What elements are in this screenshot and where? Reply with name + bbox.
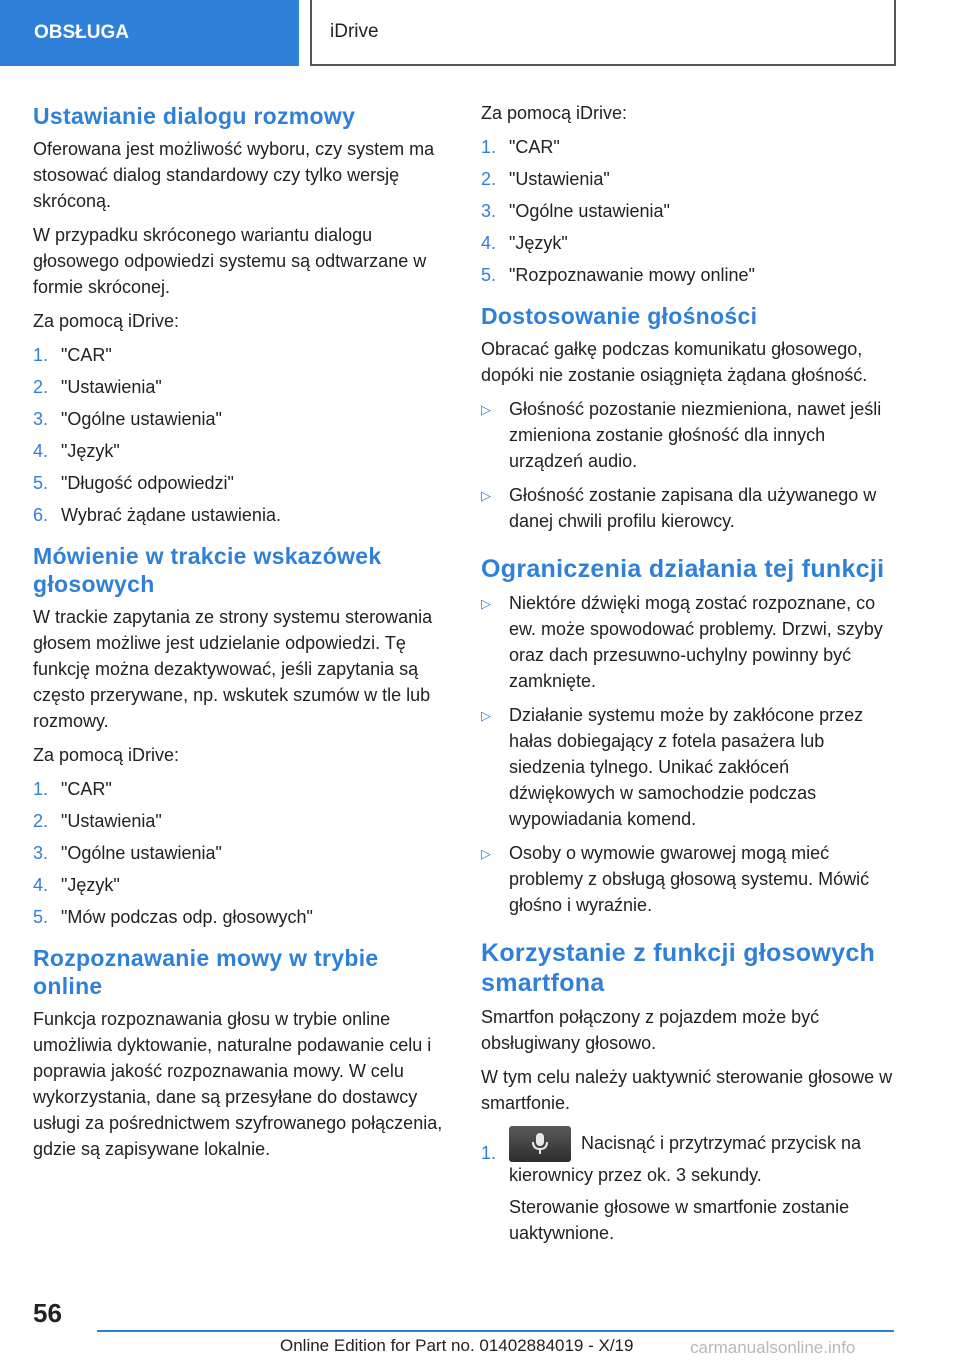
step-text: Wybrać żądane ustawienia. xyxy=(61,505,281,525)
step-text: "Ustawienia" xyxy=(61,377,162,397)
step-number: 3. xyxy=(33,843,49,863)
step-number: 4. xyxy=(33,875,49,895)
list-item xyxy=(481,482,897,534)
step-text: "Długość odpowiedzi" xyxy=(61,473,234,493)
list-item xyxy=(33,872,449,898)
step-number: 3. xyxy=(33,409,49,429)
step-text: "Rozpoznawanie mowy online" xyxy=(509,265,755,285)
watermark: carmanualsonline.info xyxy=(690,1338,856,1357)
section-tab xyxy=(0,0,299,66)
right-column xyxy=(481,100,897,1254)
step-number: 3. xyxy=(481,201,497,221)
paragraph: Za pomocą iDrive: xyxy=(33,745,180,765)
step-text: "Ogólne ustawienia" xyxy=(509,201,670,221)
step-text: "Język" xyxy=(61,441,120,461)
list-item xyxy=(33,502,449,528)
bullet-text: Głośność zostanie zapisana dla używanego w danej chwili profilu kierowcy. xyxy=(509,485,877,531)
list-item xyxy=(33,438,449,464)
footer-divider xyxy=(97,1330,894,1332)
step-text: Nacisnąć i przytrzymać przycisk na kierownicy przez ok. 3 sekundy. xyxy=(509,1132,862,1185)
list-item xyxy=(33,342,449,368)
step-text: "Język" xyxy=(61,875,120,895)
step-text: "CAR" xyxy=(509,137,560,157)
list-item xyxy=(481,1126,897,1246)
triangle-bullet-icon: ▷ xyxy=(481,708,491,723)
page-number: 56 xyxy=(33,1298,62,1328)
section-smartphone-voice xyxy=(481,938,897,1246)
list-item xyxy=(481,166,897,192)
step-text: "Ustawienia" xyxy=(509,169,610,189)
bullet-text: Działanie systemu może by zakłócone przez hałas dobiegający z fotela pasażera lub siedzenia tylnego. Unikać zakłóceń dźwiękowych w samochodzie podczas wypowiadania komend. xyxy=(509,705,864,829)
step-text: "CAR" xyxy=(61,779,112,799)
triangle-bullet-icon: ▷ xyxy=(481,402,491,417)
steps-list xyxy=(33,776,449,930)
step-number: 1. xyxy=(481,1143,497,1163)
step-number: 2. xyxy=(481,169,497,189)
list-item xyxy=(481,262,897,288)
paragraph: Obracać gałkę podczas komunikatu głosowego, dopóki nie zostanie osiągnięta żądana głośność. xyxy=(481,339,868,385)
step-result: Sterowanie głosowe w smartfonie zostanie uaktywnione. xyxy=(509,1197,850,1243)
list-item xyxy=(33,808,449,834)
bullet-text: Niektóre dźwięki mogą zostać rozpoznane, co ew. może spowodować problemy. Drzwi, szyby oraz dach przesuwno-uchylny powinny być zamknięte. xyxy=(509,593,883,691)
bullet-text: Osoby o wymowie gwarowej mogą mieć problemy z obsługą głosową systemu. Mówić głośno i wyraźnie. xyxy=(509,843,870,915)
steps-list xyxy=(481,1126,897,1246)
steps-list xyxy=(481,134,897,288)
step-number: 5. xyxy=(481,265,497,285)
paragraph: W trackie zapytania ze strony systemu sterowania głosem możliwe jest udzielanie odpowiedzi. Tę funkcję można dezaktywować, jeśli zapytania są często przerywane, np. wskutek szumów w tle lub rozmowy. xyxy=(33,607,433,731)
bullet-text: Głośność pozostanie niezmieniona, nawet jeśli zmieniona zostanie głośność dla innych urządzeń audio. xyxy=(509,399,882,471)
paragraph: Za pomocą iDrive: xyxy=(33,311,180,331)
paragraph: Za pomocą iDrive: xyxy=(481,103,628,123)
list-item xyxy=(481,396,897,474)
step-text: "Mów podczas odp. głosowych" xyxy=(61,907,313,927)
steering-wheel-voice-button xyxy=(509,1126,571,1162)
step-number: 1. xyxy=(33,779,49,799)
heading-barge-in: Mówienie w trakcie wskazówek głosowych xyxy=(33,543,382,597)
triangle-bullet-icon: ▷ xyxy=(481,846,491,861)
left-column xyxy=(33,102,449,1170)
list-item xyxy=(33,840,449,866)
step-text: "Język" xyxy=(509,233,568,253)
step-number: 1. xyxy=(33,345,49,365)
step-number: 5. xyxy=(33,473,49,493)
step-number: 4. xyxy=(481,233,497,253)
list-item xyxy=(481,134,897,160)
chapter-title: iDrive xyxy=(330,21,379,42)
step-number: 1. xyxy=(481,137,497,157)
step-number: 4. xyxy=(33,441,49,461)
step-text: "Ogólne ustawienia" xyxy=(61,409,222,429)
list-item xyxy=(33,470,449,496)
step-text: "CAR" xyxy=(61,345,112,365)
list-item xyxy=(481,230,897,256)
paragraph: W tym celu należy uaktywnić sterowanie głosowe w smartfonie. xyxy=(481,1067,893,1113)
list-item xyxy=(481,840,897,918)
steps-list xyxy=(33,342,449,528)
step-body xyxy=(509,1126,897,1246)
section-barge-in xyxy=(33,542,449,930)
paragraph: Funkcja rozpoznawania głosu w trybie online umożliwia dyktowanie, naturalne podawanie celu i poprawia jakość rozpoznawania mowy. W celu wykorzystania, dane są przesyłane do dostawcy usługi za pośrednictwem szyfrowanego połączenia, gdzie są zapisywane lokalnie. xyxy=(33,1009,443,1159)
paragraph: W przypadku skróconego wariantu dialogu głosowego odpowiedzi systemu są odtwarzane w formie skróconej. xyxy=(33,225,427,297)
list-item xyxy=(33,374,449,400)
section-volume xyxy=(481,302,897,534)
triangle-bullet-icon: ▷ xyxy=(481,596,491,611)
heading-dialog-settings: Ustawianie dialogu rozmowy xyxy=(33,103,356,129)
heading-volume: Dostosowanie głośności xyxy=(481,303,758,329)
list-item xyxy=(33,776,449,802)
step-main xyxy=(509,1126,897,1188)
microphone-icon xyxy=(531,1132,549,1156)
list-item xyxy=(481,198,897,224)
step-number: 2. xyxy=(33,811,49,831)
step-text: "Ustawienia" xyxy=(61,811,162,831)
paragraph: Smartfon połączony z pojazdem może być obsługiwany głosowo. xyxy=(481,1007,820,1053)
triangle-bullet-icon: ▷ xyxy=(481,488,491,503)
bullet-list xyxy=(481,590,897,918)
chapter-header xyxy=(310,0,896,66)
step-text: "Ogólne ustawienia" xyxy=(61,843,222,863)
list-item xyxy=(481,702,897,832)
heading-online-recognition: Rozpoznawanie mowy w trybie online xyxy=(33,945,379,999)
list-item xyxy=(33,406,449,432)
paragraph: Oferowana jest możliwość wyboru, czy system ma stosować dialog standardowy czy tylko wersję skróconą. xyxy=(33,139,435,211)
step-number: 5. xyxy=(33,907,49,927)
section-online-recognition xyxy=(33,944,449,1162)
edition-note: Online Edition for Part no. 01402884019 - X/19 xyxy=(280,1336,634,1355)
heading-smartphone-voice: Korzystanie z funkcji głosowych smartfona xyxy=(481,939,876,997)
list-item xyxy=(481,590,897,694)
step-number: 2. xyxy=(33,377,49,397)
heading-limitations: Ograniczenia działania tej funkcji xyxy=(481,555,885,583)
step-number: 6. xyxy=(33,505,49,525)
bullet-list xyxy=(481,396,897,534)
section-limitations xyxy=(481,554,897,918)
list-item xyxy=(33,904,449,930)
section-label: OBSŁUGA xyxy=(34,22,129,43)
